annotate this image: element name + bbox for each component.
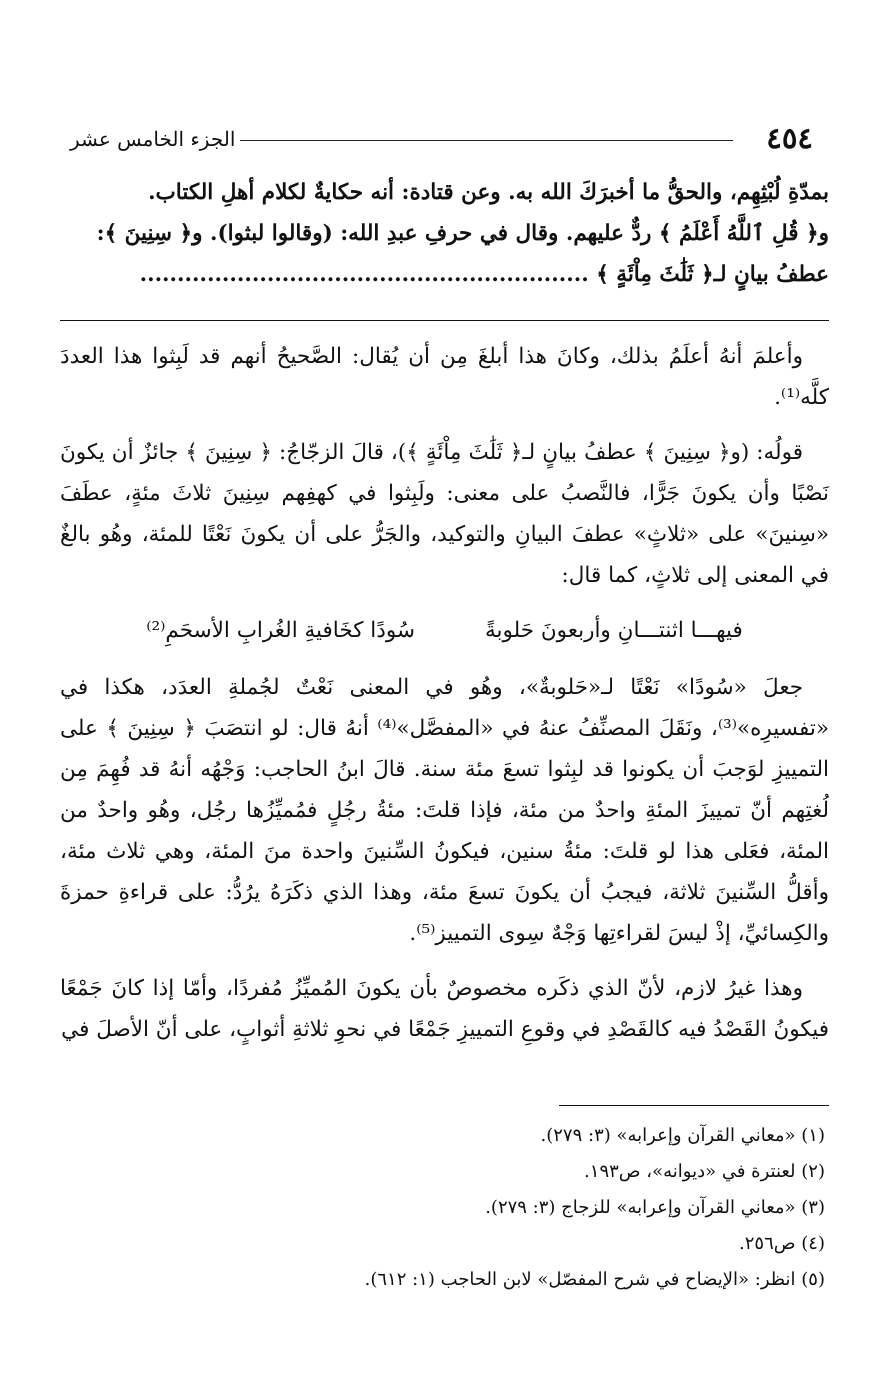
text-separator-rule bbox=[60, 320, 829, 321]
commentary-paragraph: وهذا غيرُ لازم، لأنّ الذي ذكَره مخصوصٌ بأن يكونَ المُميِّزُ مُفردًا، وأمّا إذا كانَ جَمْعًا فيكونُ القَصْدُ فيه كالقَصْدِ في وقوعِ التمييزِ جَمْعًا في نحوِ ثلاثةِ أثوابٍ، على أنّ الأصلَ في bbox=[60, 976, 829, 1042]
footnote: (٣) «معاني القرآن وإعرابه» للزجاج (٣: ٢٧٩). bbox=[485, 1197, 825, 1218]
base-text-line: و﴿ قُلِ ٱللَّهُ أَعْلَمُ ﴾ ردٌّ عليهم. وقال في حرفِ عبدِ الله: (وقالوا لبثوا). و﴿ سِنِينَ ﴾: bbox=[96, 221, 829, 246]
verse-first-hemistich: فيهـــا اثنتـــانِ وأربعونَ حَلوبةً bbox=[484, 618, 743, 643]
base-text-line bbox=[60, 254, 829, 295]
commentary-paragraph: قولُه: (و﴿ سِنِينَ ﴾ عطفُ بيانٍ لـ﴿ ثَلَٰثَ مِاْئَةٍ ﴾)، قالَ الزجّاجُ: ﴿ سِنِينَ ﴾ جائزٌ أن يكونَ نَصْبًا وأن يكونَ جَرًّا، فالنَّصبُ على معنى: ولَبِثوا في كهفِهم سِنِينَ ثلاثَ مئةٍ، عطَفَ «سِنينَ» على «ثلاثٍ» عطفَ البيانِ والتوكيد، والجَرُّ على أن يكونَ نَعْتًا للمئة، وهُو بالغٌ في المعنى إلى ثلاثٍ، كما قال: bbox=[60, 440, 829, 588]
base-text bbox=[60, 172, 829, 295]
base-text-line: بمدّةِ لُبْثِهِم، والحقُّ ما أخبرَكَ الله به. وعن قتادة: أنه حكايةٌ لكلام أهلِ الكتاب. bbox=[148, 180, 829, 205]
commentary bbox=[60, 336, 829, 1064]
footnote: (٢) لعنترة في «ديوانه»، ص١٩٣. bbox=[584, 1161, 825, 1182]
chapter-title: الجزء الخامس عشر bbox=[70, 127, 236, 151]
header-rule bbox=[240, 140, 733, 141]
base-text-line-content: عطفُ بيانٍ لـ﴿ ثَلَٰثَ مِاْئَةٍ ﴾ bbox=[596, 262, 829, 287]
footnote-rule bbox=[559, 1105, 829, 1106]
footnote: (٥) انظر: «الإيضاح في شرح المفصّل» لابن الحاجب (١: ٦١٢). bbox=[364, 1269, 825, 1290]
commentary-paragraph: جعلَ «سُودًا» نَعْتًا لـ«حَلوبةٌ»، وهُو في المعنى نَعْتٌ لجُملةِ العدَد، هكذا في «تفسيرِه»⁽³⁾، ونَقَلَ المصنِّفُ عنهُ في «المفصَّل»⁽⁴⁾ أنهُ قال: لو انتصَبَ ﴿ سِنِينَ ﴾ على التمييزِ لوَجبَ أن يكونوا قد لبِثوا تسعَ مئة سنة. قالَ ابنُ الحاجب: وَجْهُه أنهُ قد فُهِمَ مِن لُغتِهم أنّ تمييزَ المئةِ واحدٌ من مئة، فإذا قلتَ: مئةُ رجُلٍ فمُميِّزُها رجُل، وهُو واحدٌ من المئة، فعَلى هذا لو قلتَ: مئةُ سنين، فيكونُ السِّنينَ واحدة منَ المئة، وهي ثلاث مئة، وأقلُّ السِّنينَ ثلاثة، فيجبُ أن يكونَ تسعَ مئة، وهذا الذي ذكَرَهُ يرُدُّ: على قراءةِ حمزةَ والكِسائيِّ، إذْ ليسَ لقراءتِها وَجْهٌ سِوى التمييز⁽⁵⁾. bbox=[60, 675, 829, 946]
running-header bbox=[70, 118, 813, 162]
footnote: (١) «معاني القرآن وإعرابه» (٣: ٢٧٩). bbox=[540, 1125, 825, 1146]
poetry-verse bbox=[60, 610, 829, 651]
page-number: ٤٥٤ bbox=[766, 121, 813, 155]
commentary-paragraph: وأعلمَ أنهُ أعلَمُ بذلك، وكانَ هذا أبلغَ مِن أن يُقال: الصَّحيحُ أنهم قد لَبِثوا هذا العددَ كلَّه⁽¹⁾. bbox=[60, 344, 829, 410]
footnotes bbox=[60, 1118, 825, 1298]
verse-second-hemistich: سُودًا كخَافيةِ الغُرابِ الأسحَمِ⁽²⁾ bbox=[146, 618, 415, 643]
ellipsis-leader: ............................................................ bbox=[139, 262, 589, 287]
footnote: (٤) ص٢٥٦. bbox=[739, 1233, 825, 1254]
